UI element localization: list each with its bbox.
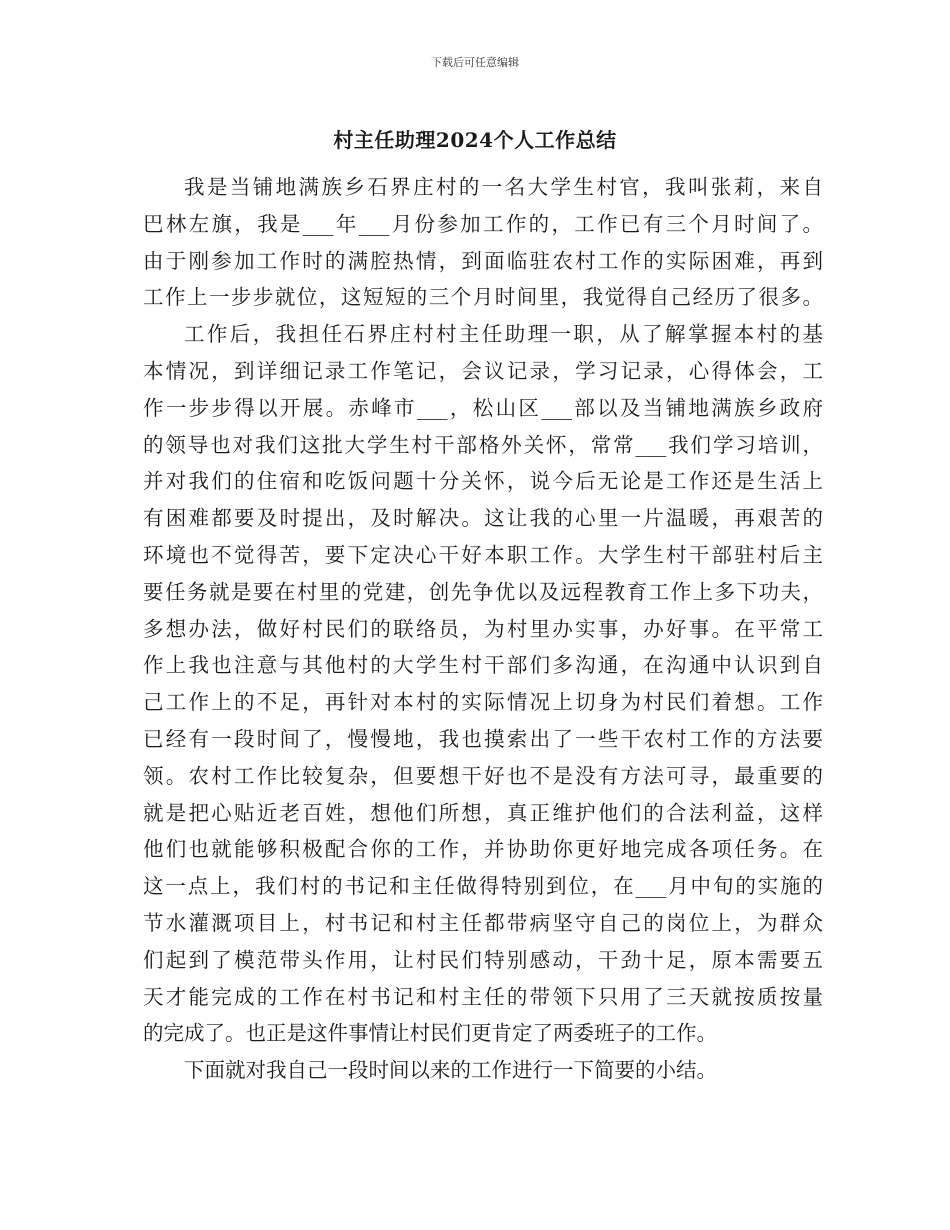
- text-line: 本情况，到详细记录工作笔记，会议记录，学习记录，心得体会，工: [143, 358, 823, 383]
- paragraph: [143, 169, 823, 316]
- paragraph: [143, 316, 823, 1052]
- text-line: 节水灌溉项目上，村书记和村主任都带病坚守自己的岗位上，为群众: [143, 910, 823, 935]
- text-line: 己工作上的不足，再针对本村的实际情况上切身为村民们着想。工作: [143, 690, 823, 715]
- text-line: 环境也不觉得苦，要下定决心干好本职工作。大学生村干部驻村后主: [143, 542, 823, 567]
- text-line: 天才能完成的工作在村书记和村主任的带领下只用了三天就按质按量: [143, 984, 823, 1009]
- text-line: 工作上一步步就位，这短短的三个月时间里，我觉得自己经历了很多。: [143, 285, 823, 310]
- text-line: 领。农村工作比较复杂，但要想干好也不是没有方法可寻，最重要的: [143, 763, 823, 788]
- header-note: 下载后可任意编辑: [431, 56, 519, 69]
- text-line: 的完成了。也正是这件事情让村民们更肯定了两委班子的工作。: [143, 1021, 717, 1046]
- text-line: 巴林左旗，我是___年___月份参加工作的，工作已有三个月时间了。: [143, 211, 823, 236]
- paragraph: [143, 1052, 823, 1089]
- text-line: 由于刚参加工作时的满腔热情，到面临驻农村工作的实际困难，再到: [143, 248, 823, 273]
- text-line: 下面就对我自己一段时间以来的工作进行一下简要的小结。: [184, 1058, 717, 1083]
- text-line: 的领导也对我们这批大学生村干部格外关怀，常常___我们学习培训，: [143, 432, 823, 457]
- text-line: 工作后，我担任石界庄村村主任助理一职，从了解掌握本村的基: [184, 322, 823, 347]
- text-line: 作上我也注意与其他村的大学生村干部们多沟通，在沟通中认识到自: [143, 653, 823, 678]
- text-line: 作一步步得以开展。赤峰市___，松山区___部以及当铺地满族乡政府: [143, 395, 823, 420]
- text-line: 就是把心贴近老百姓，想他们所想，真正维护他们的合法利益，这样: [143, 800, 823, 825]
- text-line: 多想办法，做好村民们的联络员，为村里办实事，办好事。在平常工: [143, 616, 823, 641]
- text-line: 们起到了模范带头作用，让村民们特别感动，干劲十足，原本需要五: [143, 947, 823, 972]
- text-line: 有困难都要及时提出，及时解决。这让我的心里一片温暖，再艰苦的: [143, 506, 823, 531]
- text-line: 要任务就是要在村里的党建，创先争优以及远程教育工作上多下功夫，: [143, 579, 823, 604]
- document-title: 村主任助理2024个人工作总结: [333, 128, 617, 152]
- text-line: 已经有一段时间了，慢慢地，我也摸索出了一些干农村工作的方法要: [143, 726, 823, 751]
- text-line: 我是当铺地满族乡石界庄村的一名大学生村官，我叫张莉，来自: [184, 175, 823, 199]
- text-line: 这一点上，我们村的书记和主任做得特别到位，在___月中旬的实施的: [143, 874, 823, 899]
- text-line: 他们也就能够积极配合你的工作，并协助你更好地完成各项任务。在: [143, 837, 823, 862]
- document-body: [143, 169, 823, 1089]
- text-line: 并对我们的住宿和吃饭问题十分关怀，说今后无论是工作还是生活上: [143, 469, 823, 494]
